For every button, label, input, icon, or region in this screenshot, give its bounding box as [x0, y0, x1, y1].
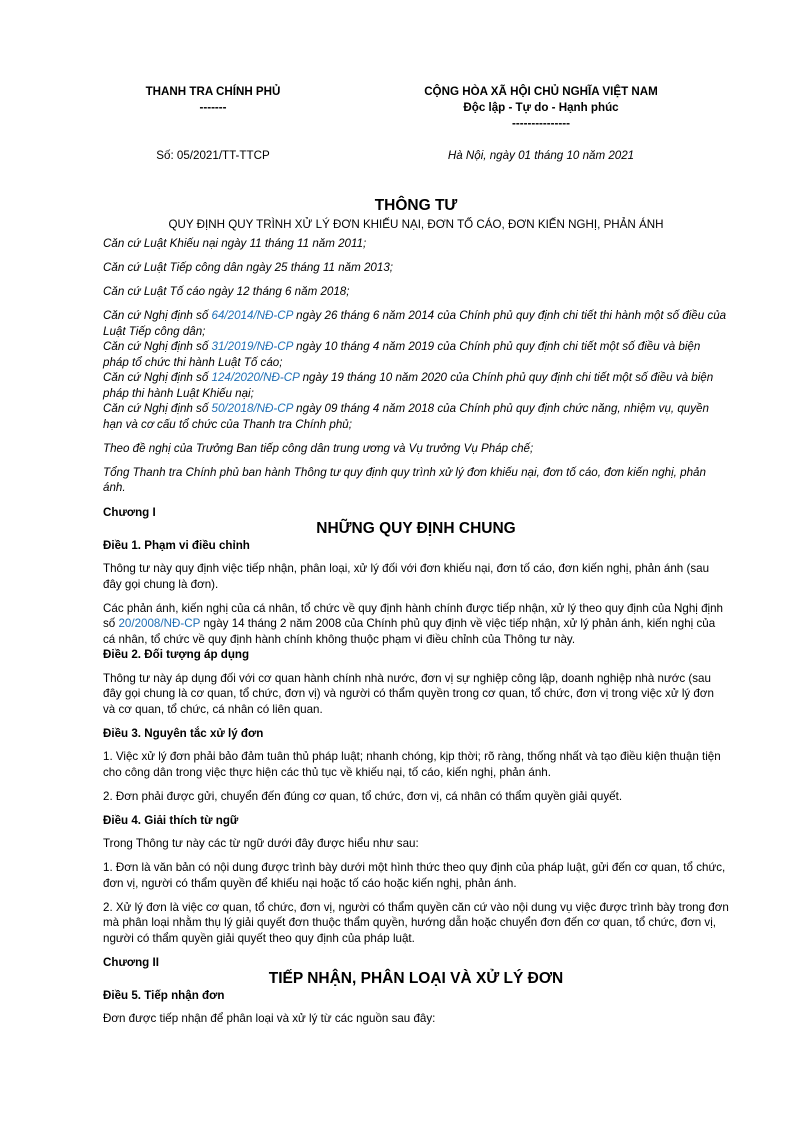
decree-1-suffix: ngày 26 tháng 6 năm 2014 của Chính phủ quy định chi tiết thi hành một số điều của Luật Tiếp công dân; [103, 309, 727, 338]
issuer-separator: ------- [199, 101, 227, 114]
decree-3-prefix: Căn cứ Nghị định số [103, 371, 212, 384]
decree-3-link[interactable]: 124/2020/NĐ-CP [211, 371, 300, 384]
national-title-block [323, 84, 729, 132]
preamble-decree-1 [103, 308, 729, 339]
article-2-title: Điều 2. Đối tượng áp dụng [103, 648, 250, 661]
document-title: THÔNG TƯ [374, 197, 458, 214]
chapter-1-label: Chương I [103, 505, 156, 519]
preamble-decree-2 [103, 339, 729, 370]
decree-1-link[interactable]: 64/2014/NĐ-CP [211, 309, 293, 322]
article-1-para-1: Thông tư này quy định việc tiếp nhận, phân loại, xử lý đối với đơn khiếu nại, đơn tố cáo, đơn kiến nghị, phản ánh (sau đây gọi chung là đơn). [103, 562, 710, 591]
preamble-law-citizen-reception: Căn cứ Luật Tiếp công dân ngày 25 tháng 11 năm 2013; [103, 261, 393, 274]
preamble-decree-4 [103, 401, 729, 432]
preamble-decree-3 [103, 370, 729, 401]
motto-separator: --------------- [512, 117, 570, 130]
national-title: CỘNG HÒA XÃ HỘI CHỦ NGHĨA VIỆT NAM [424, 85, 658, 98]
article-1-para-2 [103, 601, 729, 648]
article-4-intro: Trong Thông tư này các từ ngữ dưới đây được hiểu như sau: [103, 837, 419, 850]
preamble-proposal: Theo đề nghị của Trưởng Ban tiếp công dân trung ương và Vụ trưởng Vụ Pháp chế; [103, 441, 534, 455]
article-1-para-2-suffix: ngày 14 tháng 2 năm 2008 của Chính phủ quy định về việc tiếp nhận, xử lý phản ánh, kiến nghị của cá nhân, tổ chức về quy định hành chính không thuộc phạm vi điều chỉnh của Thông tư này. [103, 617, 716, 646]
decree-20-2008-link[interactable]: 20/2008/NĐ-CP [118, 617, 201, 630]
article-3-title: Điều 3. Nguyên tắc xử lý đơn [103, 726, 264, 740]
article-4-para-1: 1. Đơn là văn bản có nội dung được trình bày dưới một hình thức theo quy định của pháp luật, gửi đến cơ quan, tổ chức, đơn vị, người có thẩm quyền để khiếu nại hoặc tố cáo hoặc kiến nghị, phản ánh. [103, 861, 726, 890]
decree-2-prefix: Căn cứ Nghị định số [103, 340, 212, 353]
document-subtitle: QUY ĐỊNH QUY TRÌNH XỬ LÝ ĐƠN KHIẾU NẠI, ĐƠN TỐ CÁO, ĐƠN KIẾN NGHỊ, PHẢN ÁNH [168, 218, 664, 231]
issuer-block [103, 84, 323, 132]
article-3-para-1: 1. Việc xử lý đơn phải bảo đảm tuân thủ pháp luật; nhanh chóng, kịp thời; rõ ràng, thống nhất và tạo điều kiện thuận tiện cho công dân trong việc thực hiện các thủ tục về khiếu nại, tố cáo, kiến nghị, phản ánh. [103, 750, 721, 779]
article-5-title: Điều 5. Tiếp nhận đơn [103, 988, 225, 1002]
chapter-2-label: Chương II [103, 955, 159, 969]
decree-2-link[interactable]: 31/2019/NĐ-CP [211, 340, 293, 353]
article-1-para-2-prefix: Các phản ánh, kiến nghị của cá nhân, tổ chức về quy định hành chính được tiếp nhận, xử lý theo quy định của Nghị định số [103, 601, 723, 630]
document-header [103, 84, 729, 132]
chapter-1-title: NHỮNG QUY ĐỊNH CHUNG [316, 519, 516, 537]
document-page [103, 84, 729, 1027]
article-2-para-1: Thông tư này áp dụng đối với cơ quan hành chính nhà nước, đơn vị sự nghiệp công lập, doanh nghiệp nhà nước (sau đây gọi chung là cơ quan, tổ chức, đơn vị) và người có thẩm quyền trong cơ quan, tổ chức, đơn vị trong việc xử lý đơn và cơ quan, tổ chức, cá nhân có liên quan. [103, 671, 714, 716]
document-number: Số: 05/2021/TT-TTCP [156, 149, 270, 162]
preamble-law-denunciation: Căn cứ Luật Tố cáo ngày 12 tháng 6 năm 2018; [103, 285, 350, 298]
document-meta [103, 148, 729, 164]
preamble-law-complaints: Căn cứ Luật Khiếu nại ngày 11 tháng 11 năm 2011; [103, 237, 367, 250]
article-3-para-2: 2. Đơn phải được gửi, chuyển đến đúng cơ quan, tổ chức, đơn vị, cá nhân có thẩm quyền giải quyết. [103, 789, 623, 803]
decree-2-suffix: ngày 10 tháng 4 năm 2019 của Chính phủ quy định chi tiết một số điều và biện pháp tổ chức thi hành Luật Tố cáo; [103, 340, 701, 369]
article-1-title: Điều 1. Phạm vi điều chỉnh [103, 538, 250, 552]
preamble-issuance: Tổng Thanh tra Chính phủ ban hành Thông tư quy định quy trình xử lý đơn khiếu nại, đơn tố cáo, đơn kiến nghị, phản ánh. [103, 465, 706, 494]
place-date: Hà Nội, ngày 01 tháng 10 năm 2021 [447, 149, 635, 162]
national-motto: Độc lập - Tự do - Hạnh phúc [463, 101, 619, 114]
article-4-title: Điều 4. Giải thích từ ngữ [103, 813, 239, 827]
issuer-name: THANH TRA CHÍNH PHỦ [145, 85, 281, 98]
article-4-para-2: 2. Xử lý đơn là việc cơ quan, tổ chức, đơn vị, người có thẩm quyền căn cứ vào nội dung vụ việc được trình bày trong đơn mà phân loại nhằm thụ lý giải quyết đơn thuộc thẩm quyền, hướng dẫn hoặc chuyển đơn đến cơ quan, tổ chức, đơn vị, người có thẩm quyền giải quyết theo quy định của pháp luật. [103, 900, 729, 945]
decree-4-suffix: ngày 09 tháng 4 năm 2018 của Chính phủ quy định chức năng, nhiệm vụ, quyền hạn và cơ cấu tổ chức của Thanh tra Chính phủ; [103, 402, 709, 431]
decree-4-prefix: Căn cứ Nghị định số [103, 402, 212, 415]
decree-4-link[interactable]: 50/2018/NĐ-CP [211, 402, 293, 415]
decree-3-suffix: ngày 19 tháng 10 năm 2020 của Chính phủ quy định chi tiết một số điều và biện pháp thi hành Luật Khiếu nại; [103, 371, 714, 400]
article-5-intro: Đơn được tiếp nhận để phân loại và xử lý từ các nguồn sau đây: [103, 1012, 436, 1025]
decree-1-prefix: Căn cứ Nghị định số [103, 309, 212, 322]
chapter-2-title: TIẾP NHẬN, PHÂN LOẠI VÀ XỬ LÝ ĐƠN [268, 969, 564, 987]
